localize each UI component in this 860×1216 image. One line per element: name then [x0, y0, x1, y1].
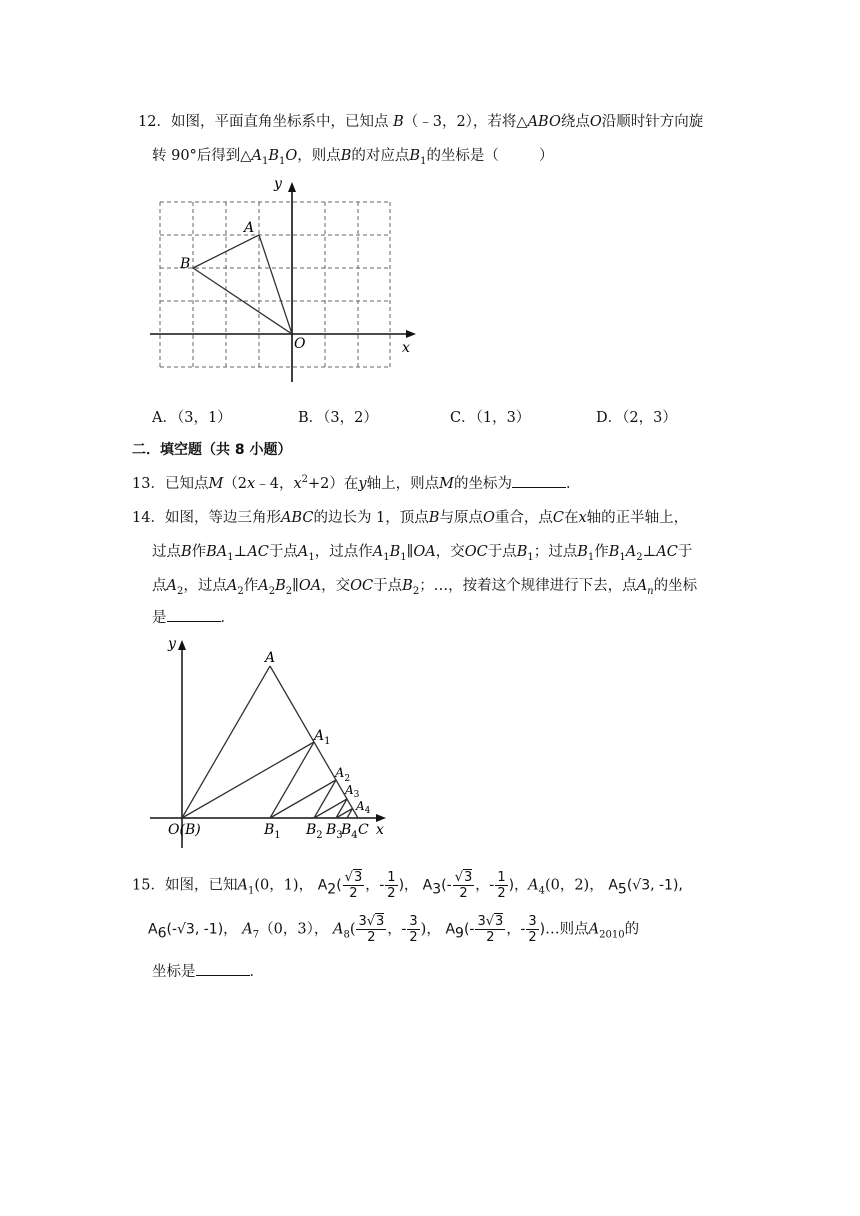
axes [150, 640, 386, 848]
label-A4: $A_4$ [356, 799, 371, 816]
section-heading: 二．填空题（共 8 小题） [132, 442, 292, 458]
q12-line-1: 12．如图，平面直角坐标系中，已知点 B（﹣3，2），若将△ABO绕点O沿顺时针方向旋 [138, 114, 704, 130]
label-O: O(B) [168, 822, 201, 838]
option-D[interactable]: D．（2，3） [596, 410, 677, 426]
label-B2: $B_2$ [306, 822, 323, 841]
label-B4: $B_4$ [341, 822, 358, 841]
label-C: C [358, 822, 369, 838]
option-C[interactable]: C．（1，3） [450, 410, 531, 426]
q13-line: 13．已知点M（2x﹣4，$x^2+2$）在y轴上，则点M的坐标为 ． [132, 474, 581, 492]
q14-line-4: 是 ． [152, 610, 235, 626]
x-axis-label: x [402, 340, 410, 356]
point-B-label: B [180, 256, 191, 272]
option-B[interactable]: B．（3，2） [298, 410, 378, 426]
q14-figure [148, 632, 398, 854]
label-A2: $A_2$ [335, 766, 351, 784]
label-A1: $A_1$ [314, 728, 331, 747]
q14-line-3: 点$A_2$，过点$A_2$作$A_2B_2\parallel OA$，交OC于点$B_2$；…，按着这个规律进行下去，点$A_n$的坐标 [152, 578, 698, 597]
origin-label: O [294, 336, 306, 352]
q15-line-2: $A_6(-√3$, -1)， $A_7(0$，3）， $A_8$( $\frac{3√3}{2}$ ，- $\frac{3}{2}$ )， $A_9(-$ $\frac{3√3}{2}$ ，- $\frac{3}{2}$ )…则点$A_{2010}$的 [148, 914, 640, 945]
point-A-label: A [244, 220, 255, 236]
y-axis-label: y [274, 176, 282, 192]
q14-line-1: 14．如图，等边三角形ABC的边长为 1，顶点B与原点O重合，点C在x轴的正半轴上， [132, 510, 689, 526]
q14-line-2: 过点B作$BA_1\perp AC$于点$A_1$，过点作$A_1B_1\parallel OA$，交OC于点$B_1$；过点$B_1$作$B_1A_2\perp AC$于 [152, 544, 693, 563]
answer-blank-13[interactable] [512, 475, 566, 488]
q15-line-1: 15．如图，已知$A_1(0$，1)， $A_2$( $\frac{√3}{2}$ ，- $\frac{1}{2}$ )， $A_3(-$ $\frac{√3}{2}$ ，- $\frac{1}{2}$ )，$A_4(0$，2)， $A_5(√3$, -1), [132, 870, 683, 901]
frac-sqrt3-over-2: $\frac{√3}{2}$ [344, 870, 363, 901]
q15-line-3: 坐标是 ． [152, 964, 264, 980]
label-A3: $A_3$ [345, 783, 360, 800]
y-axis-label: y [168, 636, 176, 652]
label-A: A [265, 650, 276, 666]
triangle-ABO [193, 235, 292, 334]
q12-figure [140, 172, 430, 388]
option-A[interactable]: A．（3，1） [152, 410, 232, 426]
answer-blank-14[interactable] [167, 609, 221, 622]
label-B1: $B_1$ [264, 822, 281, 841]
answer-blank-15[interactable] [196, 963, 250, 976]
triangle-construction [182, 666, 358, 818]
q12-line-2: 转 90°后得到$\triangle A_1B_1O$，则点B的对应点$B_1$的坐标是（ ） [152, 148, 554, 167]
label-B3: $B_3$ [326, 822, 343, 841]
x-axis-label: x [376, 822, 384, 838]
axes [150, 182, 416, 382]
